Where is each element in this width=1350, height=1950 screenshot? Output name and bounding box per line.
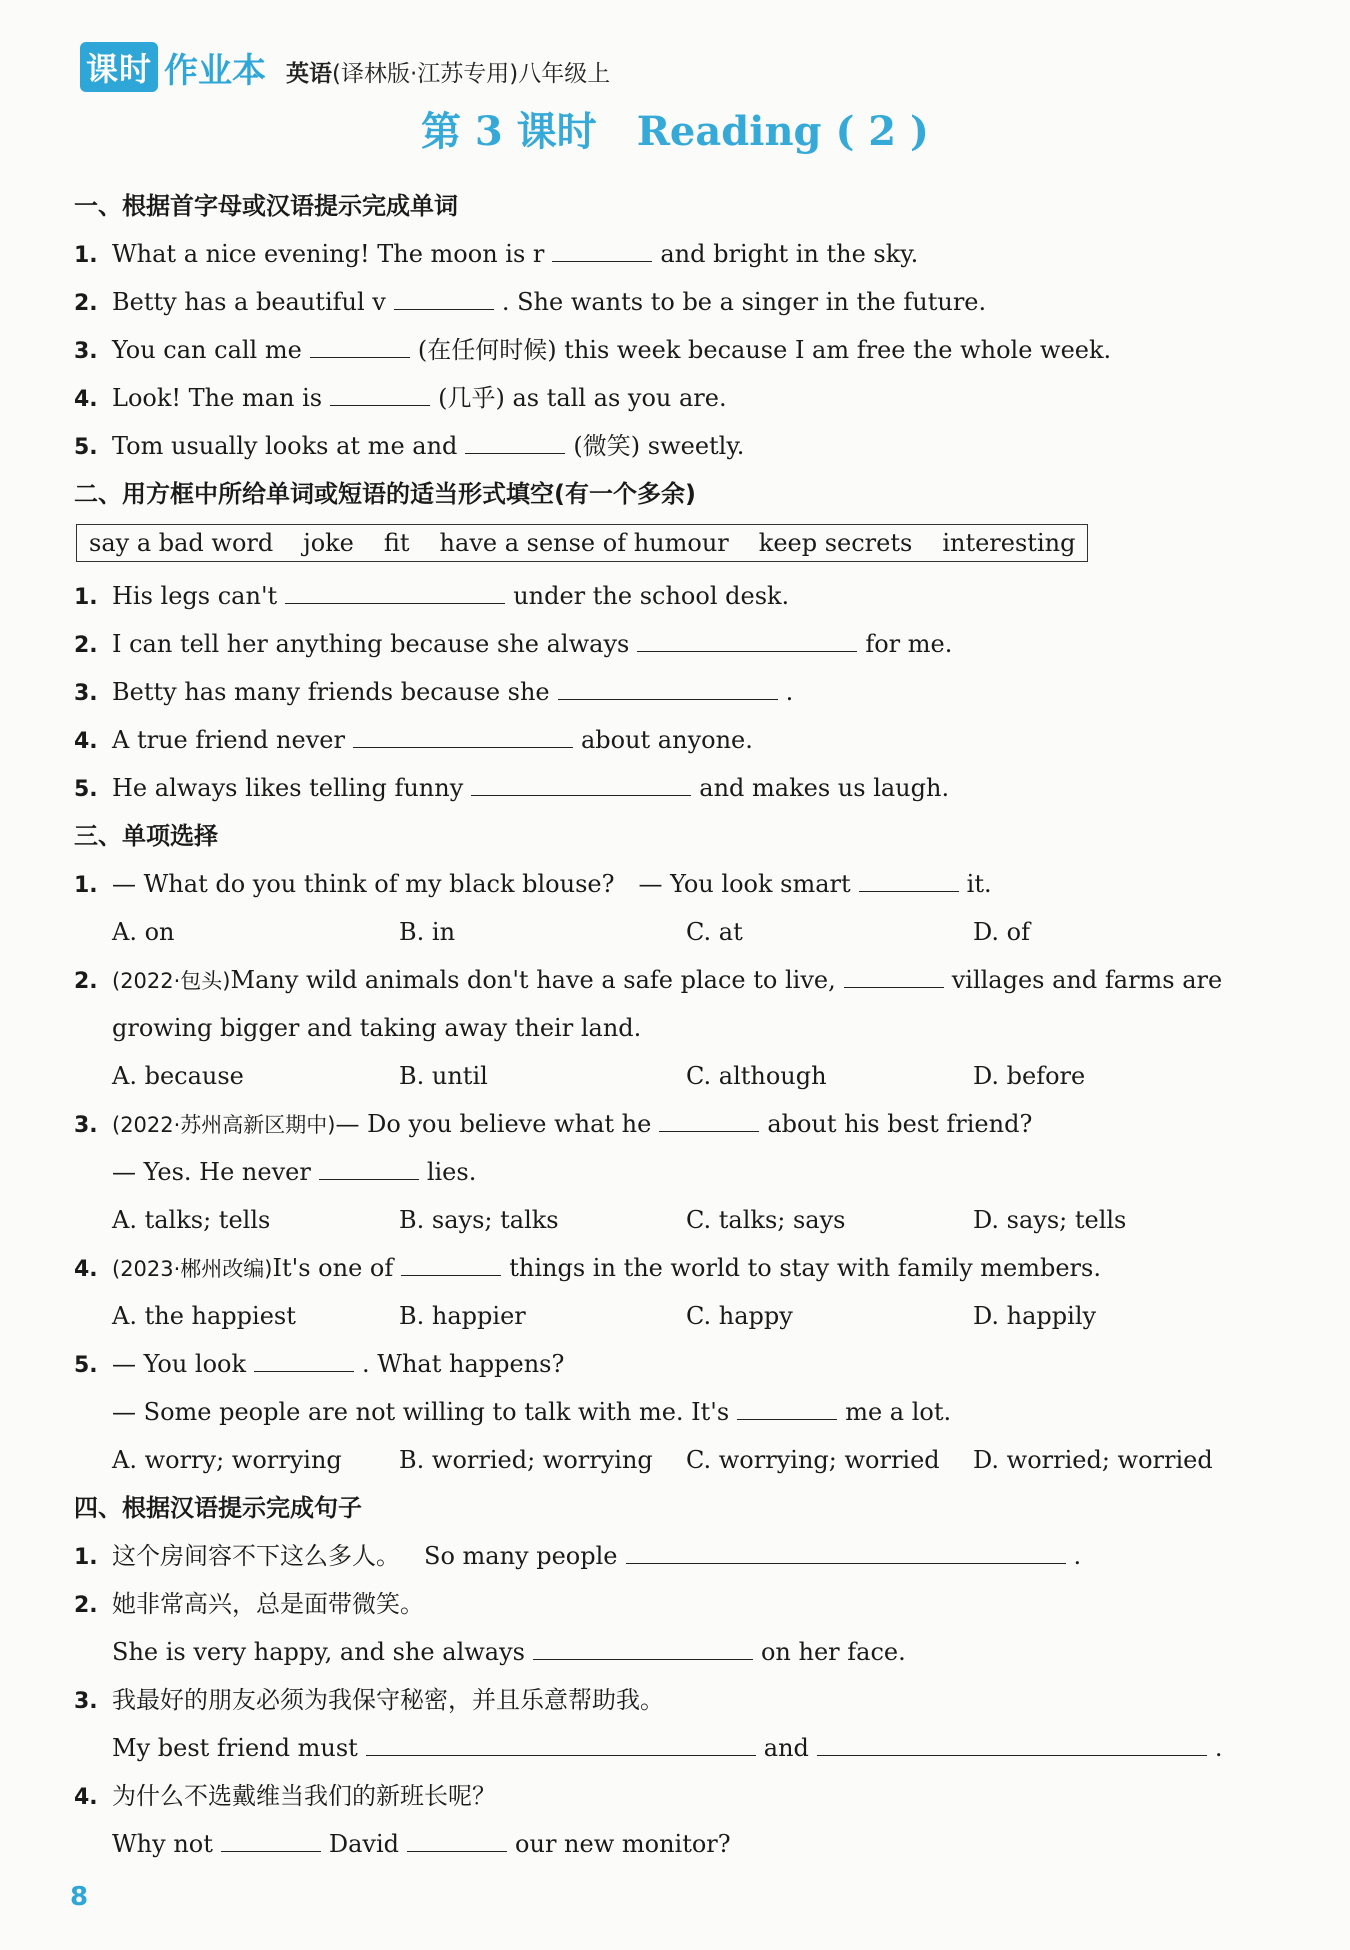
option-b[interactable]: B. says; talks — [399, 1206, 559, 1234]
item-text: Betty has many friends because she — [112, 678, 550, 706]
item-text: What a nice evening! The moon is r — [112, 240, 545, 268]
item-text: under the school desk. — [513, 582, 790, 610]
chinese-prompt: 这个房间容不下这么多人。 — [112, 1542, 400, 1570]
question-text: — What do you think of my black blouse? — You look smart — [112, 870, 851, 898]
s1-item-1 — [74, 230, 1284, 278]
s4-q3-sentence — [74, 1724, 1284, 1772]
item-number: 3. — [74, 681, 98, 706]
chinese-prompt: 我最好的朋友必须为我保守秘密，并且乐意帮助我。 — [112, 1686, 664, 1714]
item-number: 5. — [74, 1353, 98, 1378]
brand-box: 课时 — [80, 42, 158, 92]
item-number: 3. — [74, 1689, 98, 1714]
s3-q5 — [74, 1340, 1284, 1388]
s4-q3 — [74, 1676, 1284, 1724]
answer-blank[interactable] — [310, 331, 410, 358]
answer-blank[interactable] — [319, 1153, 419, 1180]
answer-blank[interactable] — [626, 1537, 1066, 1564]
lesson-title — [0, 100, 1350, 157]
s3-q5-options — [74, 1436, 1284, 1484]
option-a[interactable]: A. the happiest — [112, 1302, 296, 1330]
question-text: — Yes. He never — [112, 1158, 311, 1186]
s4-q2 — [74, 1580, 1284, 1628]
answer-blank[interactable] — [407, 1825, 507, 1852]
option-c[interactable]: C. although — [686, 1062, 827, 1090]
item-text: (几乎) as tall as you are. — [438, 384, 727, 412]
s4-q2-sentence — [74, 1628, 1284, 1676]
s4-q4 — [74, 1772, 1284, 1820]
item-text: . She wants to be a singer in the future. — [501, 288, 987, 316]
sentence-text: So many people — [424, 1542, 618, 1570]
question-source: (2023·郴州改编) — [112, 1257, 273, 1281]
item-number: 1. — [74, 873, 98, 898]
sentence-text: . — [1073, 1542, 1082, 1570]
question-text: me a lot. — [845, 1398, 952, 1426]
subject: 英语 — [286, 61, 333, 87]
s3-q1 — [74, 860, 1284, 908]
s4-q4-sentence — [74, 1820, 1284, 1868]
answer-blank[interactable] — [637, 625, 857, 652]
item-text: and bright in the sky. — [660, 240, 919, 268]
item-number: 4. — [74, 1785, 98, 1810]
word-option: interesting — [942, 529, 1076, 557]
option-c[interactable]: C. happy — [686, 1302, 793, 1330]
item-number: 4. — [74, 387, 98, 412]
option-a[interactable]: A. worry; worrying — [112, 1446, 342, 1474]
s2-item-4 — [74, 716, 1284, 764]
chinese-prompt: 她非常高兴，总是面带微笑。 — [112, 1590, 424, 1618]
answer-blank[interactable] — [330, 379, 430, 406]
answer-blank[interactable] — [285, 577, 505, 604]
brand-logo — [80, 42, 266, 92]
item-text: (在任何时候) this week because I am free the whole week. — [417, 336, 1112, 364]
answer-blank[interactable] — [254, 1345, 354, 1372]
sentence-text: She is very happy, and she always — [112, 1638, 525, 1666]
item-text: His legs can't — [112, 582, 278, 610]
s4-q1 — [74, 1532, 1284, 1580]
answer-blank[interactable] — [533, 1633, 753, 1660]
option-b[interactable]: B. until — [399, 1062, 488, 1090]
item-number: 4. — [74, 729, 98, 754]
option-d[interactable]: D. happily — [973, 1302, 1097, 1330]
item-text: A true friend never — [112, 726, 345, 754]
section-4-heading: 四、根据汉语提示完成句子 — [74, 1494, 362, 1522]
question-text: it. — [966, 870, 992, 898]
question-text: — Do you believe what he — [335, 1110, 652, 1138]
question-text: It's one of — [272, 1254, 394, 1282]
answer-blank[interactable] — [817, 1729, 1207, 1756]
item-number: 2. — [74, 969, 98, 994]
item-number: 5. — [74, 777, 98, 802]
answer-blank[interactable] — [465, 427, 565, 454]
s2-item-3 — [74, 668, 1284, 716]
answer-blank[interactable] — [221, 1825, 321, 1852]
question-text: — You look — [112, 1350, 247, 1378]
answer-blank[interactable] — [394, 283, 494, 310]
item-number: 3. — [74, 339, 98, 364]
item-text: Betty has a beautiful v — [112, 288, 386, 316]
sentence-text: on her face. — [760, 1638, 906, 1666]
answer-blank[interactable] — [353, 721, 573, 748]
s3-q2 — [74, 956, 1284, 1004]
edition: (译林版·江苏专用)八年级上 — [332, 61, 611, 87]
chinese-prompt: 为什么不选戴维当我们的新班长呢？ — [112, 1782, 496, 1810]
s3-q2-continued: growing bigger and taking away their land. — [112, 1014, 642, 1042]
question-text: lies. — [426, 1158, 477, 1186]
option-c[interactable]: C. talks; says — [686, 1206, 846, 1234]
s1-item-2 — [74, 278, 1284, 326]
word-box — [76, 524, 1088, 562]
question-text: about his best friend? — [767, 1110, 1033, 1138]
answer-blank[interactable] — [737, 1393, 837, 1420]
item-number: 3. — [74, 1113, 98, 1138]
item-text: Look! The man is — [112, 384, 323, 412]
option-d[interactable]: D. worried; worried — [973, 1446, 1213, 1474]
item-number: 2. — [74, 633, 98, 658]
option-b[interactable]: B. worried; worrying — [399, 1446, 653, 1474]
item-number: 2. — [74, 291, 98, 316]
question-text: . What happens? — [362, 1350, 565, 1378]
question-text: things in the world to stay with family members. — [509, 1254, 1101, 1282]
option-b[interactable]: B. happier — [399, 1302, 526, 1330]
answer-blank[interactable] — [552, 235, 652, 262]
page-header — [80, 42, 610, 92]
item-text: Tom usually looks at me and — [112, 432, 458, 460]
sentence-text: . — [1214, 1734, 1223, 1762]
word-option: say a bad word — [89, 529, 274, 557]
item-text: (微笑) sweetly. — [573, 432, 745, 460]
question-text: villages and farms are — [951, 966, 1223, 994]
item-text: He always likes telling funny — [112, 774, 464, 802]
s1-item-3 — [74, 326, 1284, 374]
word-option: keep secrets — [758, 529, 913, 557]
item-number: 1. — [74, 243, 98, 268]
item-number: 1. — [74, 585, 98, 610]
option-d[interactable]: D. of — [973, 918, 1030, 946]
s1-item-5 — [74, 422, 1284, 470]
s3-q3 — [74, 1100, 1284, 1148]
question-source: (2022·包头) — [112, 969, 231, 993]
sentence-text: and — [763, 1734, 809, 1762]
s2-item-5 — [74, 764, 1284, 812]
option-a[interactable]: A. because — [112, 1062, 244, 1090]
question-text: Many wild animals don't have a safe place to live, — [230, 966, 836, 994]
s2-item-1 — [74, 572, 1284, 620]
item-number: 5. — [74, 435, 98, 460]
section-3-heading: 三、单项选择 — [74, 822, 218, 850]
item-text: You can call me — [112, 336, 302, 364]
answer-blank[interactable] — [859, 865, 959, 892]
exercise-content — [74, 182, 1284, 1868]
option-b[interactable]: B. in — [399, 918, 456, 946]
answer-blank[interactable] — [366, 1729, 756, 1756]
s3-q4 — [74, 1244, 1284, 1292]
s3-q4-options — [74, 1292, 1284, 1340]
section-1-heading: 一、根据首字母或汉语提示完成单词 — [74, 192, 458, 220]
word-option: fit — [383, 529, 410, 557]
s3-q5-line2 — [74, 1388, 1284, 1436]
answer-blank[interactable] — [401, 1249, 501, 1276]
s3-q2-options — [74, 1052, 1284, 1100]
s3-q1-options — [74, 908, 1284, 956]
word-option: have a sense of humour — [439, 529, 729, 557]
page-number: 8 — [70, 1882, 89, 1912]
question-text: — Some people are not willing to talk with me. It's — [112, 1398, 730, 1426]
book-info — [286, 55, 610, 92]
option-c[interactable]: C. worrying; worried — [686, 1446, 940, 1474]
option-a[interactable]: A. on — [112, 918, 175, 946]
answer-blank[interactable] — [471, 769, 691, 796]
question-source: (2022·苏州高新区期中) — [112, 1113, 336, 1137]
item-text: I can tell her anything because she always — [112, 630, 630, 658]
s3-q3-line2 — [74, 1148, 1284, 1196]
item-text: . — [785, 678, 794, 706]
answer-blank[interactable] — [659, 1105, 759, 1132]
option-c[interactable]: C. at — [686, 918, 743, 946]
option-a[interactable]: A. talks; tells — [112, 1206, 271, 1234]
answer-blank[interactable] — [844, 961, 944, 988]
section-2-heading: 二、用方框中所给单词或短语的适当形式填空(有一个多余) — [74, 480, 696, 508]
item-text: about anyone. — [580, 726, 753, 754]
lesson-number: 第 3 课时 — [421, 108, 597, 155]
s1-item-4 — [74, 374, 1284, 422]
s3-q3-options — [74, 1196, 1284, 1244]
brand-name: 作业本 — [164, 50, 267, 91]
word-option: joke — [303, 529, 354, 557]
sentence-text: My best friend must — [112, 1734, 358, 1762]
item-number: 4. — [74, 1257, 98, 1282]
sentence-text: David — [328, 1830, 400, 1858]
item-text: for me. — [865, 630, 953, 658]
option-d[interactable]: D. says; tells — [973, 1206, 1127, 1234]
answer-blank[interactable] — [558, 673, 778, 700]
s2-item-2 — [74, 620, 1284, 668]
option-d[interactable]: D. before — [973, 1062, 1086, 1090]
item-number: 2. — [74, 1593, 98, 1618]
item-text: and makes us laugh. — [699, 774, 950, 802]
lesson-name: Reading ( 2 ) — [636, 108, 929, 155]
sentence-text: our new monitor? — [515, 1830, 731, 1858]
item-number: 1. — [74, 1545, 98, 1570]
sentence-text: Why not — [112, 1830, 213, 1858]
